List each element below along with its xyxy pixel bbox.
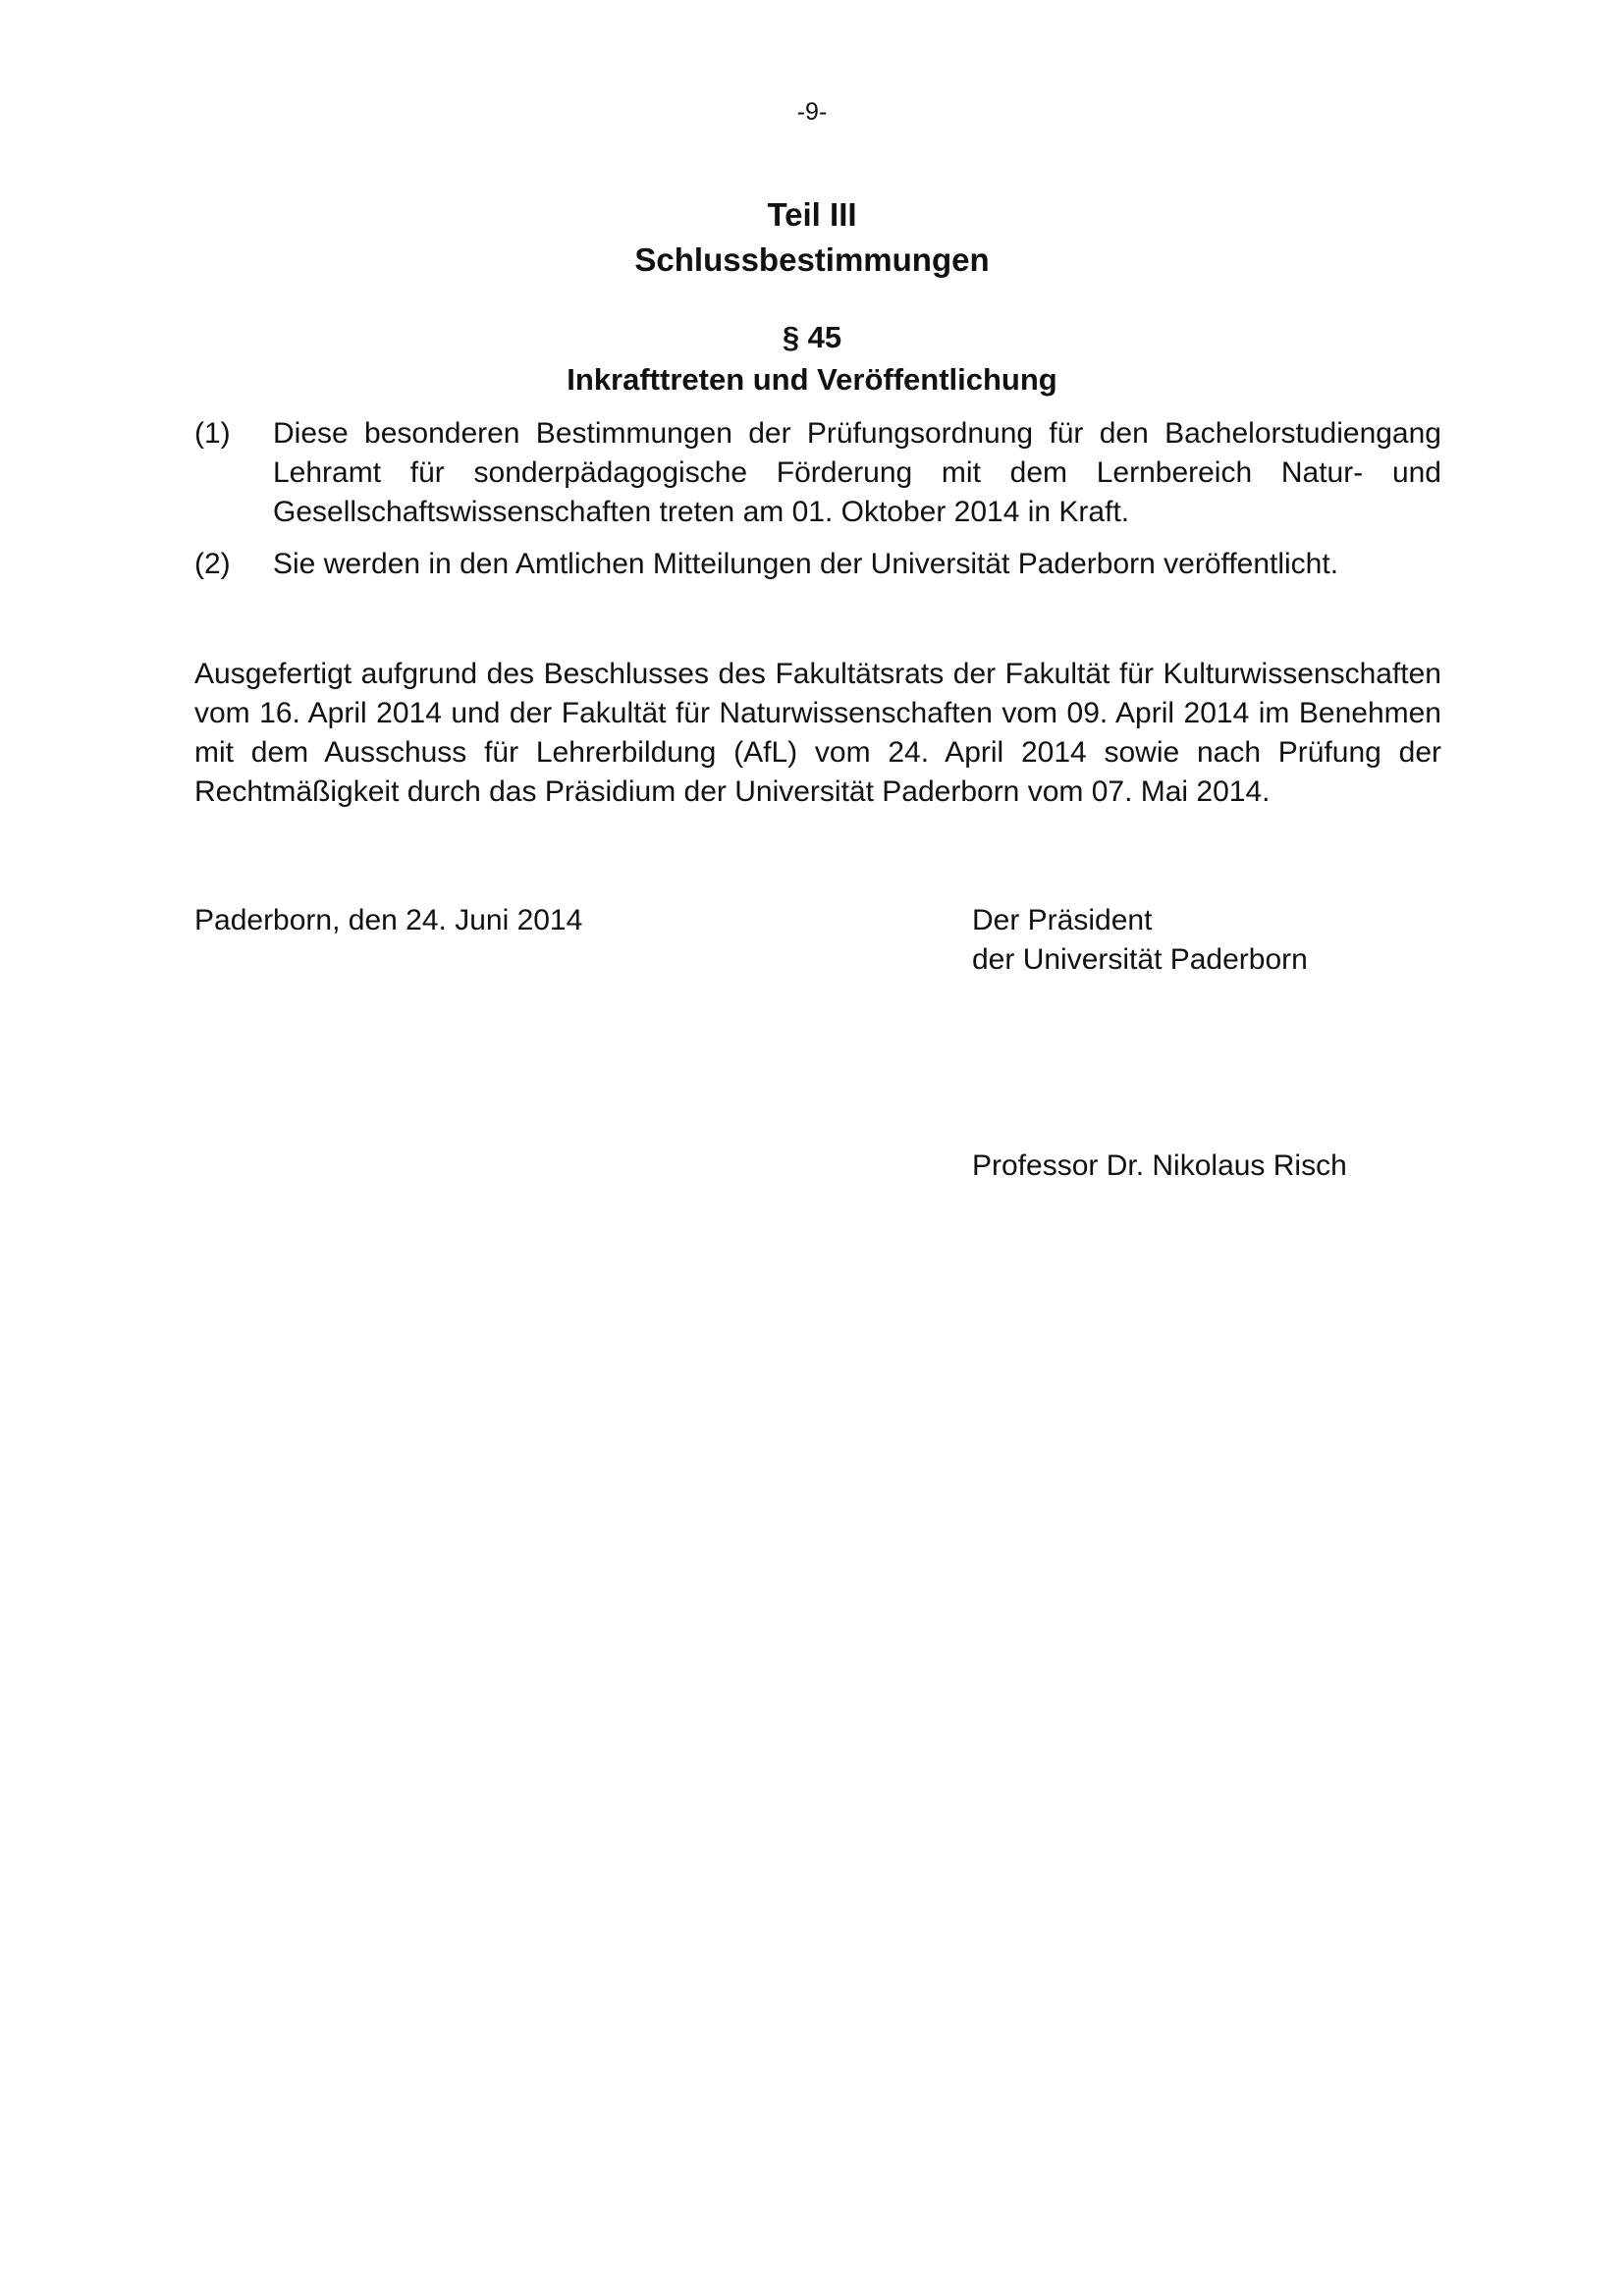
- closing-statement: Ausgefertigt aufgrund des Beschlusses des Fakultätsrats der Fakultät für Kulturwissenschaften vom 16. April 2014 und der Fakultät für Naturwissenschaften vom 09. April 2014 im Benehmen mit dem Ausschuss für Lehrerbildung (AfL) vom 24. April 2014 sowie nach Prüfung der Rechtmäßigkeit durch das Präsidium der Universität Paderborn vom 07. Mai 2014.: [194, 658, 1441, 808]
- part-subtitle: Schlussbestimmungen: [634, 241, 990, 278]
- paragraph-text: Sie werden in den Amtlichen Mitteilungen der Universität Paderborn veröffentlicht.: [273, 548, 1339, 580]
- signatory-name: Professor Dr. Nikolaus Risch: [972, 1149, 1347, 1182]
- signatory-block: [972, 901, 1308, 980]
- place-date: Paderborn, den 24. Juni 2014: [194, 904, 583, 936]
- paragraph-number: (1): [194, 417, 231, 450]
- section-heading: [0, 316, 1624, 400]
- page-number: -9-: [796, 98, 828, 126]
- paragraph-2: [194, 545, 1441, 584]
- signatory-role: Der Präsident: [972, 904, 1153, 936]
- paragraph-1: [194, 414, 1441, 532]
- section-number: § 45: [782, 320, 842, 354]
- part-heading: [0, 192, 1624, 283]
- signatory-institution: der Universität Paderborn: [972, 943, 1308, 976]
- section-title: Inkrafttreten und Veröffentlichung: [567, 362, 1057, 397]
- paragraph-number: (2): [194, 548, 231, 580]
- paragraph-text: Diese besonderen Bestimmungen der Prüfungsordnung für den Bachelorstudiengang Lehramt für sonderpädagogische Förderung mit dem Lernbereich Natur- und Gesellschaftswissenschaften treten am 01. Oktober 2014 in Kraft.: [273, 417, 1441, 528]
- part-title: Teil III: [767, 196, 857, 233]
